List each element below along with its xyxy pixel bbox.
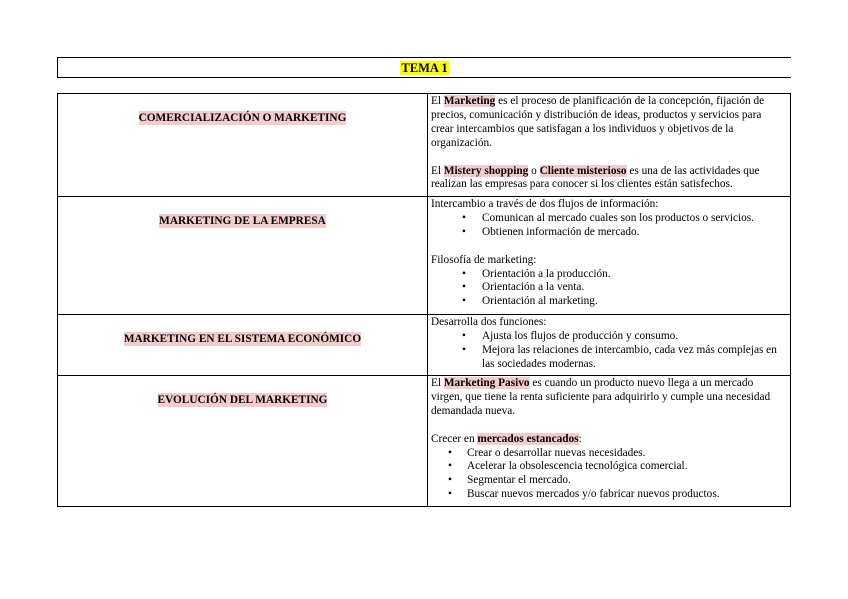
row-content-cell — [428, 94, 791, 197]
table-row — [58, 94, 791, 197]
list-item: • Orientación al marketing. — [431, 295, 786, 309]
row-heading-cell — [58, 94, 428, 197]
row-heading: COMERCIALIZACIÓN O MARKETING — [138, 112, 347, 124]
list-intro: Crecer en mercados estancados: — [431, 432, 582, 445]
list-item: • Orientación a la producción. — [431, 268, 786, 282]
definition-paragraph: El Mistery shopping o Cliente misterioso es una de las actividades que realizan las empresas para conocer si los clientes están satisfechos. — [431, 164, 760, 191]
list-item: • Orientación a la venta. — [431, 281, 786, 295]
table-row — [58, 315, 791, 376]
list-item: • Comunican al mercado cuales son los productos o servicios. — [431, 212, 786, 226]
row-heading-cell — [58, 376, 428, 507]
table-row — [58, 376, 791, 507]
bullet-list — [431, 447, 786, 503]
list-item: • Ajusta los flujos de producción y consumo. — [431, 330, 786, 344]
content-table — [57, 93, 791, 507]
list-item: • Buscar nuevos mercados y/o fabricar nuevos productos. — [431, 488, 786, 502]
row-heading-cell — [58, 197, 428, 315]
title-box — [57, 57, 791, 78]
table-row — [58, 197, 791, 315]
list-item: • Obtienen información de mercado. — [431, 226, 786, 240]
definition-paragraph: El Marketing Pasivo es cuando un producto nuevo llega a un mercado virgen, que tiene la renta suficiente para adquirirlo y cumple una necesidad demandada nueva. — [431, 377, 771, 417]
row-heading: EVOLUCIÓN DEL MARKETING — [157, 394, 328, 406]
row-content-cell — [428, 197, 791, 315]
list-intro: Filosofía de marketing: — [431, 253, 537, 266]
bullet-list — [431, 212, 786, 240]
row-content-cell — [428, 315, 791, 376]
row-heading: MARKETING DE LA EMPRESA — [159, 215, 326, 227]
row-heading-cell — [58, 315, 428, 376]
definition-paragraph: El Marketing es el proceso de planificación de la concepción, fijación de precios, comunicación y distribución de ideas, productos y servicios para crear intercambios que satisfagan a los individuos y objetivos de la organización. — [431, 95, 765, 149]
row-content-cell — [428, 376, 791, 507]
page-title: TEMA 1 — [401, 61, 448, 75]
row-heading: MARKETING EN EL SISTEMA ECONÓMICO — [123, 333, 362, 345]
list-intro: Intercambio a través de dos flujos de información: — [431, 198, 659, 210]
bullet-list — [431, 330, 786, 372]
list-intro: Desarrolla dos funciones: — [431, 316, 547, 328]
list-item: • Crear o desarrollar nuevas necesidades. — [431, 447, 786, 461]
list-item: • Mejora las relaciones de intercambio, cada vez más complejas en las sociedades modernas. — [431, 344, 786, 372]
bullet-list — [431, 268, 786, 310]
list-item: • Segmentar el mercado. — [431, 474, 786, 488]
list-item: • Acelerar la obsolescencia tecnológica comercial. — [431, 460, 786, 474]
